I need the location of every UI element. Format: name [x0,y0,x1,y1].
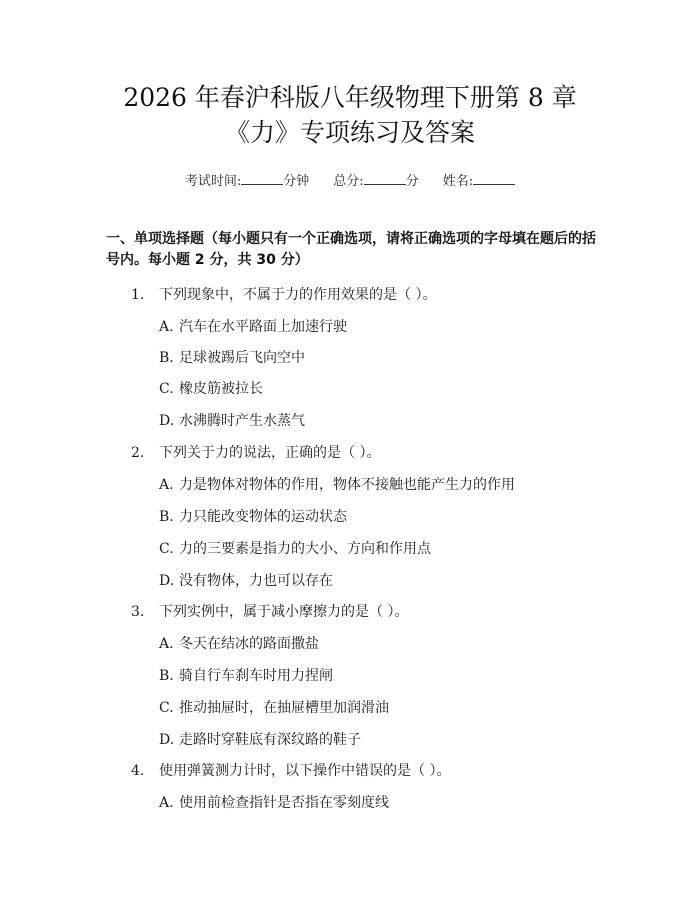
option-letter: A. [159,795,174,811]
question-2-option-a [159,474,515,494]
option-letter: D. [159,413,175,429]
option-letter: D. [159,573,175,589]
question-3-option-b [159,665,333,685]
question-1-option-d [159,410,305,430]
option-text: 力的三要素是指力的大小、方向和作用点 [179,541,431,557]
exam-time-blank [241,172,283,185]
question-1-option-b [159,347,305,367]
exam-time-unit: 分钟 [283,174,310,189]
student-name-blank [473,172,515,185]
option-text: 推动抽屉时，在抽屉槽里加润滑油 [179,700,389,716]
option-text: 没有物体，力也可以存在 [179,573,333,589]
option-letter: A. [159,636,174,652]
question-2-option-c [159,538,431,558]
total-score-blank [364,172,406,185]
option-text: 水沸腾时产生水蒸气 [179,413,305,429]
question-text: 下列关于力的说法，正确的是（ ）。 [159,445,381,461]
total-score-field [333,170,418,189]
question-number: 1. [131,287,145,303]
question-number: 4. [131,763,145,779]
question-4 [131,760,450,780]
question-text: 使用弹簧测力计时，以下操作中错误的是（ ）。 [159,763,451,779]
exam-time-field [185,170,309,189]
option-letter: B. [159,350,174,366]
student-name-field [443,170,515,189]
option-text: 走路时穿鞋底有深纹路的鞋子 [179,732,361,748]
option-text: 力只能改变物体的运动状态 [179,509,347,525]
option-text: 橡皮筋被拉长 [179,381,263,397]
section-heading-single-choice: 一、单项选择题（每小题只有一个正确选项，请将正确选项的字母填在题后的括号内。每小题 2 分，共 30 分） [106,231,596,268]
option-text: 骑自行车刹车时用力捏闸 [179,668,333,684]
option-letter: C. [159,541,174,557]
option-text: 足球被踢后飞向空中 [179,350,305,366]
option-letter: B. [159,509,174,525]
option-letter: C. [159,381,174,397]
question-2-option-d [159,570,333,590]
question-number: 3. [131,604,145,620]
option-text: 冬天在结冰的路面撒盐 [179,636,319,652]
question-1-option-c [159,378,263,398]
option-text: 力是物体对物体的作用，物体不接触也能产生力的作用 [179,477,515,493]
option-letter: B. [159,668,174,684]
question-text: 下列现象中，不属于力的作用效果的是（ ）。 [159,287,437,303]
question-2-option-b [159,506,347,526]
question-text: 下列实例中，属于减小摩擦力的是（ ）。 [159,604,409,620]
option-text: 使用前检查指针是否指在零刻度线 [179,795,389,811]
question-1 [131,284,436,304]
question-1-option-a [159,316,347,336]
question-3-option-c [159,697,389,717]
question-3-option-a [159,633,319,653]
option-letter: A. [159,319,174,335]
option-letter: A. [159,477,174,493]
question-2 [131,442,380,462]
exam-time-label: 考试时间: [184,174,242,189]
total-score-unit: 分 [405,174,419,189]
option-text: 汽车在水平路面上加速行驶 [179,319,347,335]
document-title-line-1: 2026 年春沪科版八年级物理下册第 8 章 [123,83,577,112]
exam-info-line [0,170,700,189]
student-name-label: 姓名: [442,174,474,189]
total-score-label: 总分: [333,174,364,189]
question-3-option-d [159,729,361,749]
question-3 [131,601,408,621]
option-letter: C. [159,700,174,716]
document-title-line-2: 《力》专项练习及答案 [224,118,475,147]
question-number: 2. [131,445,145,461]
option-letter: D. [159,732,175,748]
question-4-option-a [159,792,389,812]
